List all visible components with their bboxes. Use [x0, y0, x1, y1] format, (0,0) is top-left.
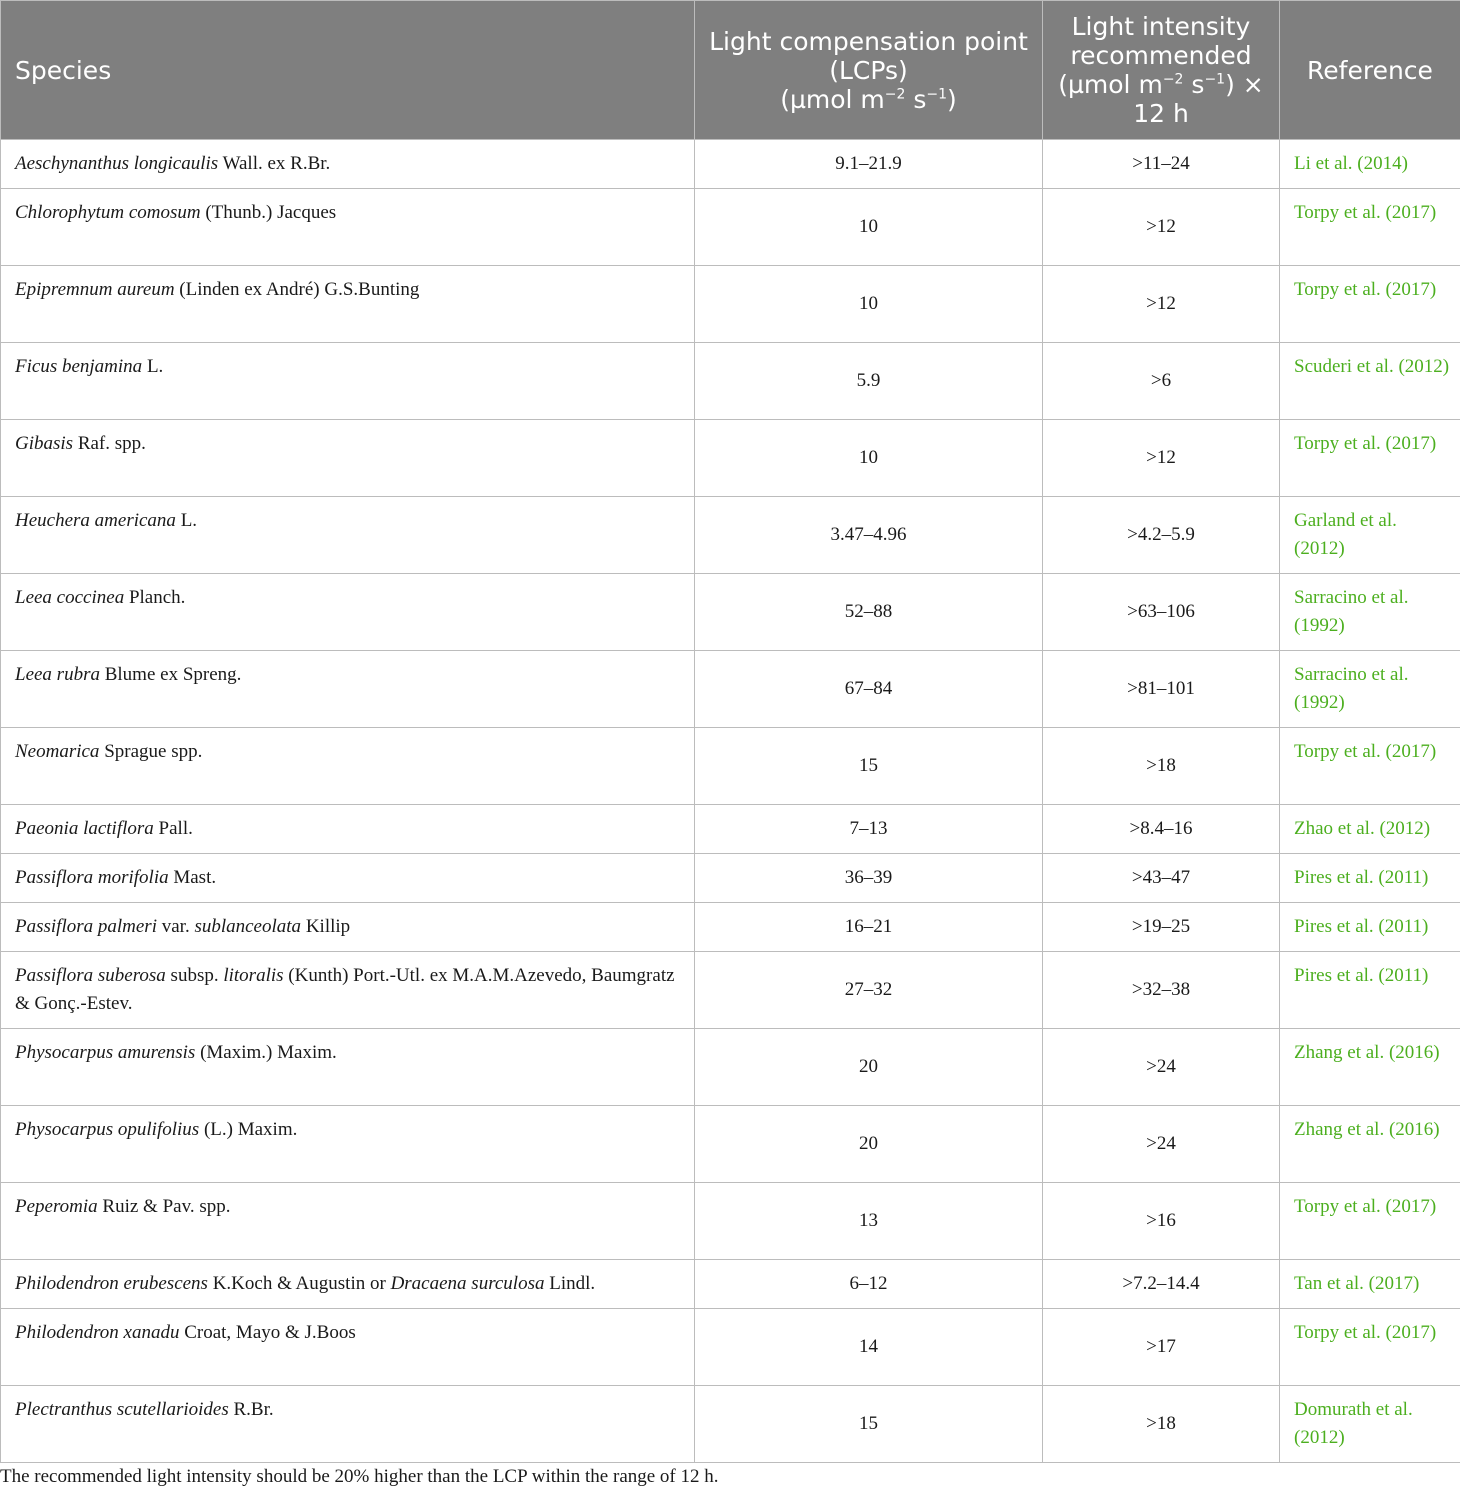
species-cell: [1, 651, 695, 728]
recommended-cell: >63–106: [1043, 574, 1280, 651]
species-authority: (Linden ex André) G.S.Bunting: [174, 279, 420, 300]
reference-link[interactable]: Pires et al. (2011): [1280, 903, 1460, 952]
recommended-cell: >43–47: [1043, 854, 1280, 903]
reference-link[interactable]: Torpy et al. (2017): [1280, 420, 1460, 497]
recommended-cell: >17: [1043, 1309, 1280, 1386]
species-cell: [1, 854, 695, 903]
species-name: Physocarpus amurensis: [15, 1042, 196, 1063]
table-header-row: [1, 1, 1460, 140]
table-row: [1, 140, 1460, 189]
species-cell: [1, 1386, 695, 1463]
lcp-cell: 9.1–21.9: [695, 140, 1043, 189]
recommended-cell: >16: [1043, 1183, 1280, 1260]
species-name: Gibasis: [15, 433, 74, 454]
lcp-cell: 36–39: [695, 854, 1043, 903]
lcp-cell: 27–32: [695, 952, 1043, 1029]
species-name: Leea rubra: [15, 664, 100, 685]
lcp-cell: 10: [695, 266, 1043, 343]
table-row: [1, 1386, 1460, 1463]
recommended-cell: >11–24: [1043, 140, 1280, 189]
recommended-cell: >18: [1043, 728, 1280, 805]
reference-link[interactable]: Torpy et al. (2017): [1280, 728, 1460, 805]
species-cell: [1, 1029, 695, 1106]
species-name: Chlorophytum comosum: [15, 202, 201, 223]
reference-link[interactable]: Zhang et al. (2016): [1280, 1029, 1460, 1106]
table-row: [1, 728, 1460, 805]
reference-link[interactable]: Torpy et al. (2017): [1280, 266, 1460, 343]
recommended-cell: >8.4–16: [1043, 805, 1280, 854]
species-name: Passiflora morifolia: [15, 867, 169, 888]
species-authority: Wall. ex R.Br.: [218, 153, 331, 174]
reference-link[interactable]: Pires et al. (2011): [1280, 952, 1460, 1029]
recommended-cell: >24: [1043, 1106, 1280, 1183]
header-lcp: Light compensation point (LCPs) (µmol $m^{-2}$ $s^{-1}$): [695, 1, 1043, 140]
table-row: [1, 1183, 1460, 1260]
recommended-cell: >6: [1043, 343, 1280, 420]
recommended-cell: >81–101: [1043, 651, 1280, 728]
table-row: [1, 1309, 1460, 1386]
species-cell: [1, 343, 695, 420]
table-row: [1, 903, 1460, 952]
species-authority: Croat, Mayo & J.Boos: [179, 1322, 356, 1343]
species-cell: [1, 497, 695, 574]
reference-link[interactable]: Li et al. (2014): [1280, 140, 1460, 189]
species-authority: L.: [142, 356, 164, 377]
species-authority: L.: [175, 510, 198, 531]
species-authority: (L.) Maxim.: [199, 1119, 298, 1140]
species-name: Philodendron xanadu: [15, 1322, 180, 1343]
table-row: [1, 266, 1460, 343]
species-name-extra: Dracaena surculosa: [390, 1273, 545, 1294]
species-cell: [1, 1309, 695, 1386]
lcp-cell: 7–13: [695, 805, 1043, 854]
species-authority: Mast.: [168, 867, 217, 888]
species-authority: K.Koch & Augustin or: [207, 1273, 391, 1294]
species-name-extra: litoralis: [223, 965, 284, 986]
lcp-cell: 20: [695, 1029, 1043, 1106]
reference-link[interactable]: Sarracino et al. (1992): [1280, 574, 1460, 651]
lcp-cell: 10: [695, 420, 1043, 497]
species-name: Plectranthus scutellarioides: [15, 1399, 229, 1420]
species-cell: [1, 903, 695, 952]
species-authority: Pall.: [153, 818, 193, 839]
lcp-cell: 67–84: [695, 651, 1043, 728]
header-reference: Reference: [1280, 1, 1460, 140]
species-authority: subsp.: [165, 965, 224, 986]
lcp-cell: 14: [695, 1309, 1043, 1386]
species-name: Passiflora suberosa: [15, 965, 166, 986]
lcp-cell: 15: [695, 728, 1043, 805]
species-name-extra: sublanceolata: [194, 916, 302, 937]
reference-link[interactable]: Garland et al. (2012): [1280, 497, 1460, 574]
table-row: [1, 651, 1460, 728]
species-name: Neomarica: [15, 741, 100, 762]
recommended-cell: >12: [1043, 420, 1280, 497]
recommended-cell: >24: [1043, 1029, 1280, 1106]
species-cell: [1, 574, 695, 651]
species-name: Epipremnum aureum: [15, 279, 175, 300]
header-recommended: Light intensity recommended (µmol $m^{-2}$ $s^{-1}$) × 12 h: [1043, 1, 1280, 140]
table-row: [1, 574, 1460, 651]
table-row: [1, 952, 1460, 1029]
species-cell: [1, 1183, 695, 1260]
header-species: Species: [1, 1, 695, 140]
table-row: [1, 343, 1460, 420]
species-cell: [1, 140, 695, 189]
species-authority: Raf. spp.: [73, 433, 146, 454]
recommended-cell: >12: [1043, 189, 1280, 266]
species-cell: [1, 1260, 695, 1309]
species-authority: R.Br.: [228, 1399, 274, 1420]
table-row: [1, 420, 1460, 497]
species-cell: [1, 1106, 695, 1183]
species-authority: Sprague spp.: [99, 741, 203, 762]
species-name: Leea coccinea: [15, 587, 125, 608]
lcp-cell: 52–88: [695, 574, 1043, 651]
recommended-cell: >19–25: [1043, 903, 1280, 952]
species-authority: var.: [156, 916, 195, 937]
reference-link[interactable]: Zhao et al. (2012): [1280, 805, 1460, 854]
recommended-cell: >4.2–5.9: [1043, 497, 1280, 574]
table-body: [1, 140, 1460, 1463]
species-cell: [1, 189, 695, 266]
species-cell: [1, 728, 695, 805]
lcp-cell: 20: [695, 1106, 1043, 1183]
reference-link[interactable]: Sarracino et al. (1992): [1280, 651, 1460, 728]
species-cell: [1, 952, 695, 1029]
table-row: [1, 1260, 1460, 1309]
lcp-cell: 16–21: [695, 903, 1043, 952]
species-authority: (Thunb.) Jacques: [200, 202, 337, 223]
species-authority: (Maxim.) Maxim.: [195, 1042, 337, 1063]
lcp-cell: 3.47–4.96: [695, 497, 1043, 574]
reference-link[interactable]: Pires et al. (2011): [1280, 854, 1460, 903]
species-name: Paeonia lactiflora: [15, 818, 154, 839]
table-row: [1, 805, 1460, 854]
species-cell: [1, 420, 695, 497]
species-name: Philodendron erubescens: [15, 1273, 208, 1294]
species-authority: Planch.: [124, 587, 186, 608]
reference-link[interactable]: Zhang et al. (2016): [1280, 1106, 1460, 1183]
table-row: [1, 1106, 1460, 1183]
species-name: Heuchera americana: [15, 510, 176, 531]
recommended-cell: >7.2–14.4: [1043, 1260, 1280, 1309]
species-authority-extra: Lindl.: [544, 1273, 596, 1294]
species-name: Ficus benjamina: [15, 356, 143, 377]
table-row: [1, 854, 1460, 903]
lcp-cell: 5.9: [695, 343, 1043, 420]
species-authority: Ruiz & Pav. spp.: [97, 1196, 231, 1217]
species-cell: [1, 266, 695, 343]
lcp-cell: 6–12: [695, 1260, 1043, 1309]
species-name: Physocarpus opulifolius: [15, 1119, 200, 1140]
species-name: Passiflora palmeri: [15, 916, 157, 937]
reference-link[interactable]: Tan et al. (2017): [1280, 1260, 1460, 1309]
species-cell: [1, 805, 695, 854]
table-footnote: The recommended light intensity should be 20% higher than the LCP within the range of 12 h.: [0, 1466, 719, 1487]
reference-link[interactable]: Torpy et al. (2017): [1280, 1183, 1460, 1260]
species-name: Peperomia: [15, 1196, 98, 1217]
species-authority-extra: Killip: [301, 916, 351, 937]
lcp-cell: 15: [695, 1386, 1043, 1463]
table-row: [1, 1029, 1460, 1106]
reference-link[interactable]: Torpy et al. (2017): [1280, 189, 1460, 266]
reference-link[interactable]: Scuderi et al. (2012): [1280, 343, 1460, 420]
species-name: Aeschynanthus longicaulis: [15, 153, 219, 174]
table-row: [1, 189, 1460, 266]
recommended-cell: >18: [1043, 1386, 1280, 1463]
species-authority: Blume ex Spreng.: [99, 664, 242, 685]
table-row: [1, 497, 1460, 574]
recommended-cell: >32–38: [1043, 952, 1280, 1029]
reference-link[interactable]: Domurath et al. (2012): [1280, 1386, 1460, 1463]
recommended-cell: >12: [1043, 266, 1280, 343]
lcp-cell: 10: [695, 189, 1043, 266]
species-authority-extra: (Kunth) Port.-Utl. ex M.A.M.Azevedo, Baumgratz & Gonç.-Estev.: [15, 965, 675, 1014]
lcp-cell: 13: [695, 1183, 1043, 1260]
reference-link[interactable]: Torpy et al. (2017): [1280, 1309, 1460, 1386]
